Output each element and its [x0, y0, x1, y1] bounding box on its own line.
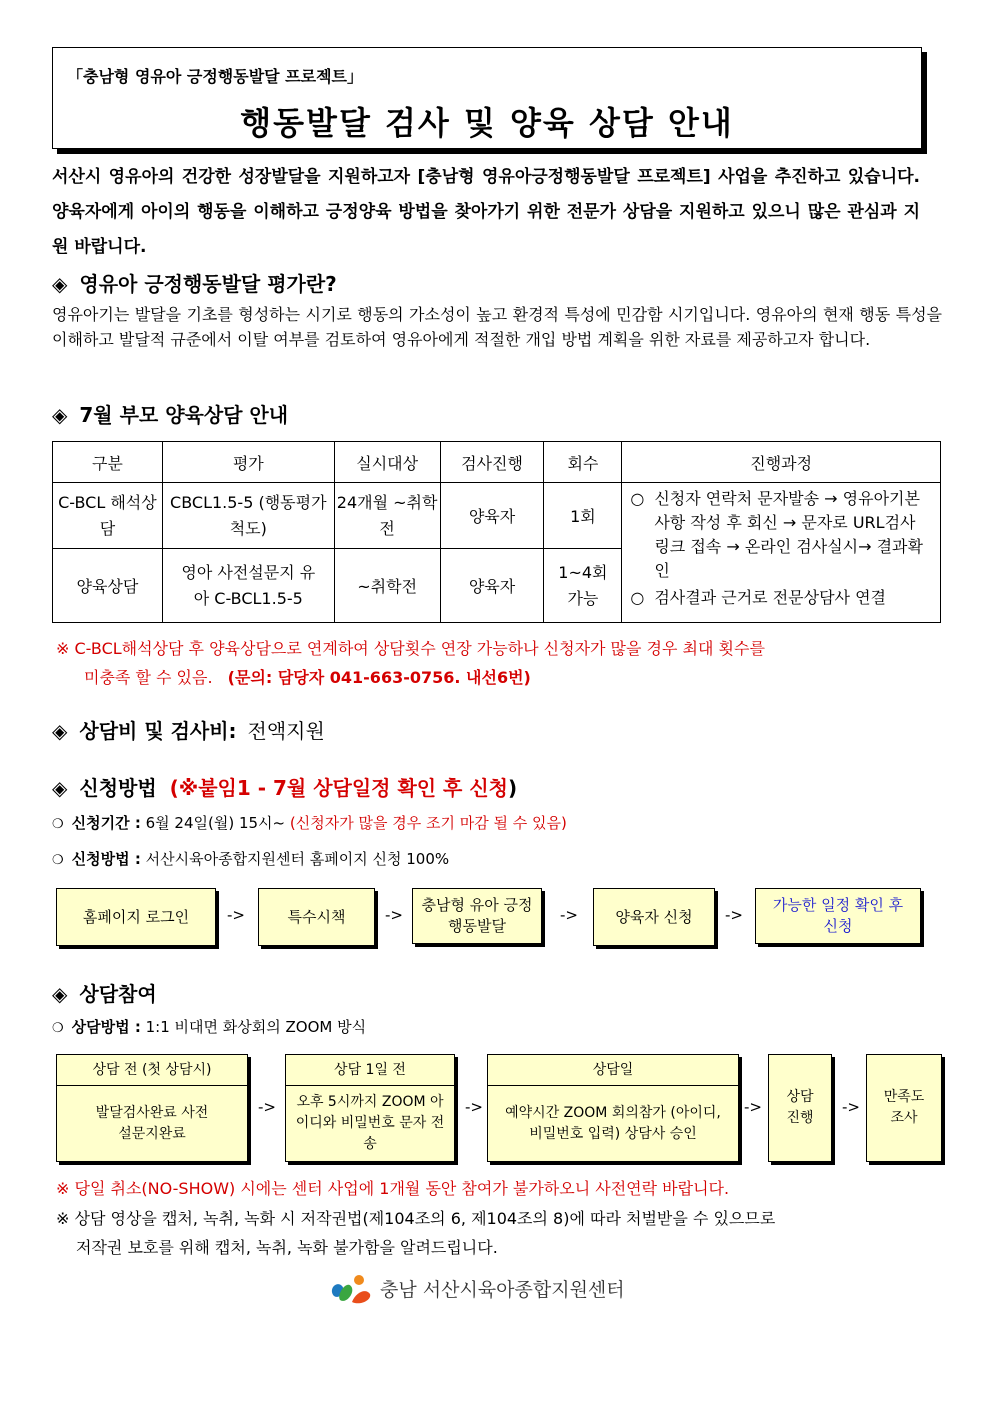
fee-value: 전액지원: [247, 719, 325, 743]
diamond-icon: ◈: [52, 982, 68, 1006]
table-header: 회수: [544, 442, 622, 483]
copyright-note: ※ 상담 영상을 캡처, 녹취, 녹화 시 저작권법(제104조의 6, 제104조의 8)에 따라 처벌받을 수 있으므로: [56, 1209, 776, 1228]
center-name: 충남 서산시육아종합지원센터: [380, 1278, 625, 1301]
arrow-icon: ->: [227, 906, 245, 924]
process-text: 신청자 연락처 문자발송 → 영유아기본사항 작성 후 회신 → 문자로 URL검사 링크 접속 → 온라인 검사실시→ 결과확인: [654, 489, 923, 580]
circle-icon: ❍: [52, 853, 64, 868]
noshow-note: ※ 당일 취소(NO-SHOW) 시에는 센터 사업에 1개월 동안 참여가 불가하오니 사전연락 바랍니다.: [56, 1179, 730, 1198]
section-evaluation-heading: [52, 268, 337, 297]
section-apply-heading: [52, 772, 517, 801]
step-body: 상담 진행: [786, 1089, 814, 1126]
apply-note-close: ): [507, 776, 518, 800]
table-cell: C-BCL 해석상담: [53, 483, 163, 549]
counsel-step-progress: [768, 1054, 832, 1162]
table-header-row: [53, 442, 941, 483]
arrow-icon: ->: [842, 1098, 860, 1116]
process-step-2: [630, 586, 932, 610]
apply-note: (※붙임1 - 7월 상담일정 확인 후 신청: [169, 776, 508, 800]
section-title: 상담참여: [79, 982, 157, 1006]
method-label: 신청방법 :: [71, 850, 141, 868]
page-title: 행동발달 검사 및 양육 상담 안내: [240, 104, 734, 142]
center-logo-icon: [326, 1270, 376, 1306]
project-subtitle: 「충남형 영유아 긍정행동발달 프로젝트」: [67, 67, 364, 86]
flow-step-parent: 양육자 신청: [593, 888, 715, 946]
counsel-method: [52, 1016, 366, 1037]
process-step-1: [630, 487, 932, 583]
table-cell: 24개월 ~취학전: [334, 483, 440, 549]
process-cell: [622, 483, 941, 623]
step-body: 만족도 조사: [883, 1089, 925, 1126]
period-value: 6월 24일(월) 15시~: [145, 814, 286, 832]
counsel-step-day: [487, 1054, 739, 1162]
table-cell: CBCL1.5-5 (행동평가척도): [162, 483, 334, 549]
counsel-step-day-before: [285, 1054, 455, 1162]
table-header: 구분: [53, 442, 163, 483]
apply-period: [52, 812, 567, 833]
table-header: 진행과정: [622, 442, 941, 483]
extension-note-cont: [84, 665, 531, 688]
circle-icon: ❍: [52, 817, 64, 832]
arrow-icon: ->: [744, 1098, 762, 1116]
circle-icon: ❍: [52, 1021, 64, 1036]
counsel-method-label: 상담방법 :: [71, 1018, 141, 1036]
diamond-icon: ◈: [52, 719, 68, 743]
counsel-step-survey: [866, 1054, 942, 1162]
step-head: 상담 1일 전: [286, 1055, 454, 1086]
evaluation-description: 영유아기는 발달을 기초를 형성하는 시기로 행동의 가소성이 높고 환경적 특성에 민감함 시기입니다. 영유아의 현재 행동 특성을 이해하고 발달적 규준에서 이탈 여부를 검토하여 영유아에게 적절한 개입 방법 계획을 위한 자료를 제공하고자 합니다.: [52, 305, 942, 349]
contact-info: (문의: 담당자 041-663-0756. 내선6번): [227, 668, 531, 687]
table-header: 검사진행: [440, 442, 544, 483]
table-header: 평가: [162, 442, 334, 483]
footer-logo: [326, 1270, 625, 1306]
section-fee-heading: [52, 715, 325, 744]
process-text: 검사결과 근거로 전문상담사 연결: [654, 588, 886, 607]
title-box: [52, 47, 922, 149]
arrow-icon: ->: [258, 1098, 276, 1116]
intro-paragraph: 서산시 영유아의 건강한 성장발달을 지원하고자 [충남형 영유아긍정행동발달 프로젝트] 사업을 추진하고 있습니다. 양육자에게 아이의 행동을 이해하고 긍정양육 방법을 찾아가기 위한 전문가 상담을 지원하고 있으니 많은 관심과 지원 바랍니다.: [52, 167, 920, 257]
step-body: 오후 5시까지 ZOOM 아이디와 비밀번호 문자 전송: [295, 1094, 445, 1152]
counsel-step-before: [56, 1054, 248, 1162]
table-cell: 양육상담: [53, 549, 163, 623]
extension-note-text: 미충족 할 수 있음.: [84, 668, 213, 687]
flow-step-special: 특수시책: [258, 888, 375, 946]
table-row: [53, 483, 941, 549]
ring-icon: ○: [630, 588, 645, 607]
step-body: 예약시간 ZOOM 회의참가 (아이디,비밀번호 입력) 상담사 승인: [505, 1104, 721, 1142]
diamond-icon: ◈: [52, 776, 68, 800]
period-label: 신청기간 :: [71, 814, 141, 832]
apply-method: [52, 848, 449, 869]
flow-step-schedule: 가능한 일정 확인 후 신청: [755, 888, 921, 944]
method-value: 서산시육아종합지원센터 홈페이지 신청 100%: [145, 850, 450, 868]
section-title: 7월 부모 양육상담 안내: [79, 403, 289, 427]
counsel-method-value: 1:1 비대면 화상회의 ZOOM 방식: [145, 1018, 367, 1036]
extension-note: ※ C-BCL해석상담 후 양육상담으로 연계하여 상담횟수 연장 가능하나 신청자가 많을 경우 최대 횟수를: [56, 639, 765, 658]
step-body: 발달검사완료 사전설문지완료: [95, 1104, 209, 1142]
section-participation-heading: [52, 978, 157, 1007]
section-counseling-heading: [52, 399, 288, 428]
table-header: 실시대상: [334, 442, 440, 483]
ring-icon: ○: [630, 489, 645, 508]
diamond-icon: ◈: [52, 403, 68, 427]
flow-step-login: 홈페이지 로그인: [56, 888, 216, 946]
flow-step-project: 충남형 유아 긍정행동발달: [412, 888, 542, 944]
table-cell: 1~4회 가능: [544, 549, 622, 623]
arrow-icon: ->: [465, 1098, 483, 1116]
table-cell: 영아 사전설문지 유아 C-BCL1.5-5: [162, 549, 334, 623]
section-title: 상담비 및 검사비:: [79, 719, 237, 743]
diamond-icon: ◈: [52, 272, 68, 296]
section-title: 신청방법: [79, 776, 157, 800]
table-cell: 1회: [544, 483, 622, 549]
copyright-note-cont: 저작권 보호를 위해 캡처, 녹취, 녹화 불가함을 알려드립니다.: [76, 1238, 498, 1257]
step-head: 상담일: [488, 1055, 738, 1086]
section-title: 영유아 긍정행동발달 평가란?: [79, 272, 337, 296]
table-cell: 양육자: [440, 549, 544, 623]
table-cell: 양육자: [440, 483, 544, 549]
arrow-icon: ->: [385, 906, 403, 924]
table-cell: ~취학전: [334, 549, 440, 623]
arrow-icon: ->: [725, 906, 743, 924]
step-head: 상담 전 (첫 상담시): [57, 1055, 247, 1086]
arrow-icon: ->: [560, 906, 578, 924]
counseling-table: [52, 441, 941, 623]
period-note: (신청자가 많을 경우 조기 마감 될 수 있음): [289, 814, 567, 832]
